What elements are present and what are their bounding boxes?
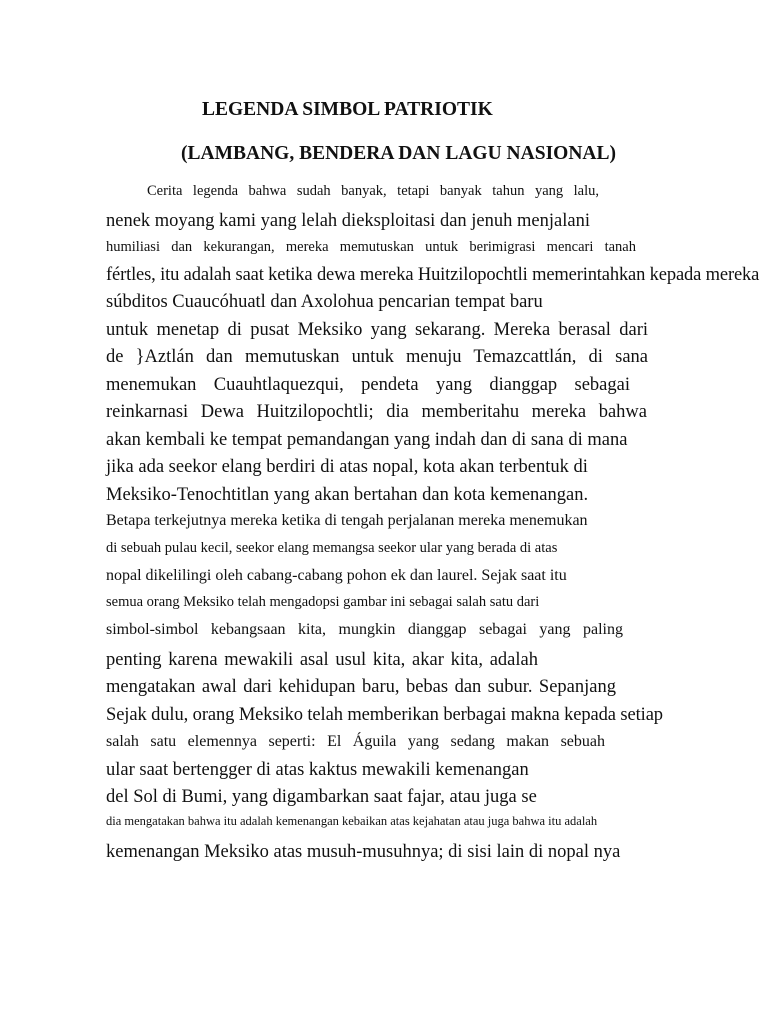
text-line-19: mengatakan awal dari kehidupan baru, bebas dan subur. Sepanjang (106, 677, 616, 697)
text-line-16: semua orang Meksiko telah mengadopsi gambar ini sebagai salah satu dari (106, 594, 540, 610)
text-line-2: nenek moyang kami yang lelah dieksploitasi dan jenuh menjalani (106, 211, 590, 231)
text-line-8: menemukan Cuauhtlaquezqui, pendeta yang dianggap sebagai (106, 375, 630, 395)
document-subtitle: (LAMBANG, BENDERA DAN LAGU NASIONAL) (181, 143, 616, 164)
text-line-25: kemenangan Meksiko atas musuh-musuhnya; di sisi lain di nopal nya (106, 842, 621, 862)
text-line-4: fértles, itu adalah saat ketika dewa mereka Huitzilopochtli memerintahkan kepada mereka (106, 265, 760, 285)
text-line-14: di sebuah pulau kecil, seekor elang memangsa seekor ular yang berada di atas (106, 540, 558, 556)
text-line-3: humiliasi dan kekurangan, mereka memutuskan untuk berimigrasi mencari tanah (106, 239, 636, 255)
text-line-23: del Sol di Bumi, yang digambarkan saat fajar, atau juga se (106, 787, 537, 807)
text-line-20: Sejak dulu, orang Meksiko telah memberikan berbagai makna kepada setiap (106, 705, 663, 725)
text-line-22: ular saat bertengger di atas kaktus mewakili kemenangan (106, 760, 529, 780)
text-line-15: nopal dikelilingi oleh cabang-cabang pohon ek dan laurel. Sejak saat itu (106, 567, 567, 584)
text-line-6: untuk menetap di pusat Meksiko yang sekarang. Mereka berasal dari (106, 320, 648, 340)
text-line-11: jika ada seekor elang berdiri di atas nopal, kota akan terbentuk di (106, 457, 588, 477)
text-line-5: súbditos Cuaucóhuatl dan Axolohua pencarian tempat baru (106, 292, 543, 312)
text-line-13: Betapa terkejutnya mereka ketika di tengah perjalanan mereka menemukan (106, 512, 588, 529)
text-line-12: Meksiko-Tenochtitlan yang akan bertahan dan kota kemenangan. (106, 485, 589, 505)
text-line-24: dia mengatakan bahwa itu adalah kemenangan kebaikan atas kejahatan atau juga bahwa itu adalah (106, 814, 598, 828)
text-line-18: penting karena mewakili asal usul kita, akar kita, adalah (106, 650, 538, 670)
text-line-21: salah satu elemennya seperti: El Águila yang sedang makan sebuah (106, 733, 605, 750)
text-line-9: reinkarnasi Dewa Huitzilopochtli; dia memberitahu mereka bahwa (106, 402, 647, 422)
text-line-7: de }Aztlán dan memutuskan untuk menuju Temazcattlán, di sana (106, 347, 648, 367)
text-line-10: akan kembali ke tempat pemandangan yang indah dan di sana di mana (106, 430, 628, 450)
text-line-17: simbol-simbol kebangsaan kita, mungkin dianggap sebagai yang paling (106, 621, 623, 638)
document-title: LEGENDA SIMBOL PATRIOTIK (202, 99, 493, 120)
text-line-1: Cerita legenda bahwa sudah banyak, tetapi banyak tahun yang lalu, (147, 183, 599, 199)
